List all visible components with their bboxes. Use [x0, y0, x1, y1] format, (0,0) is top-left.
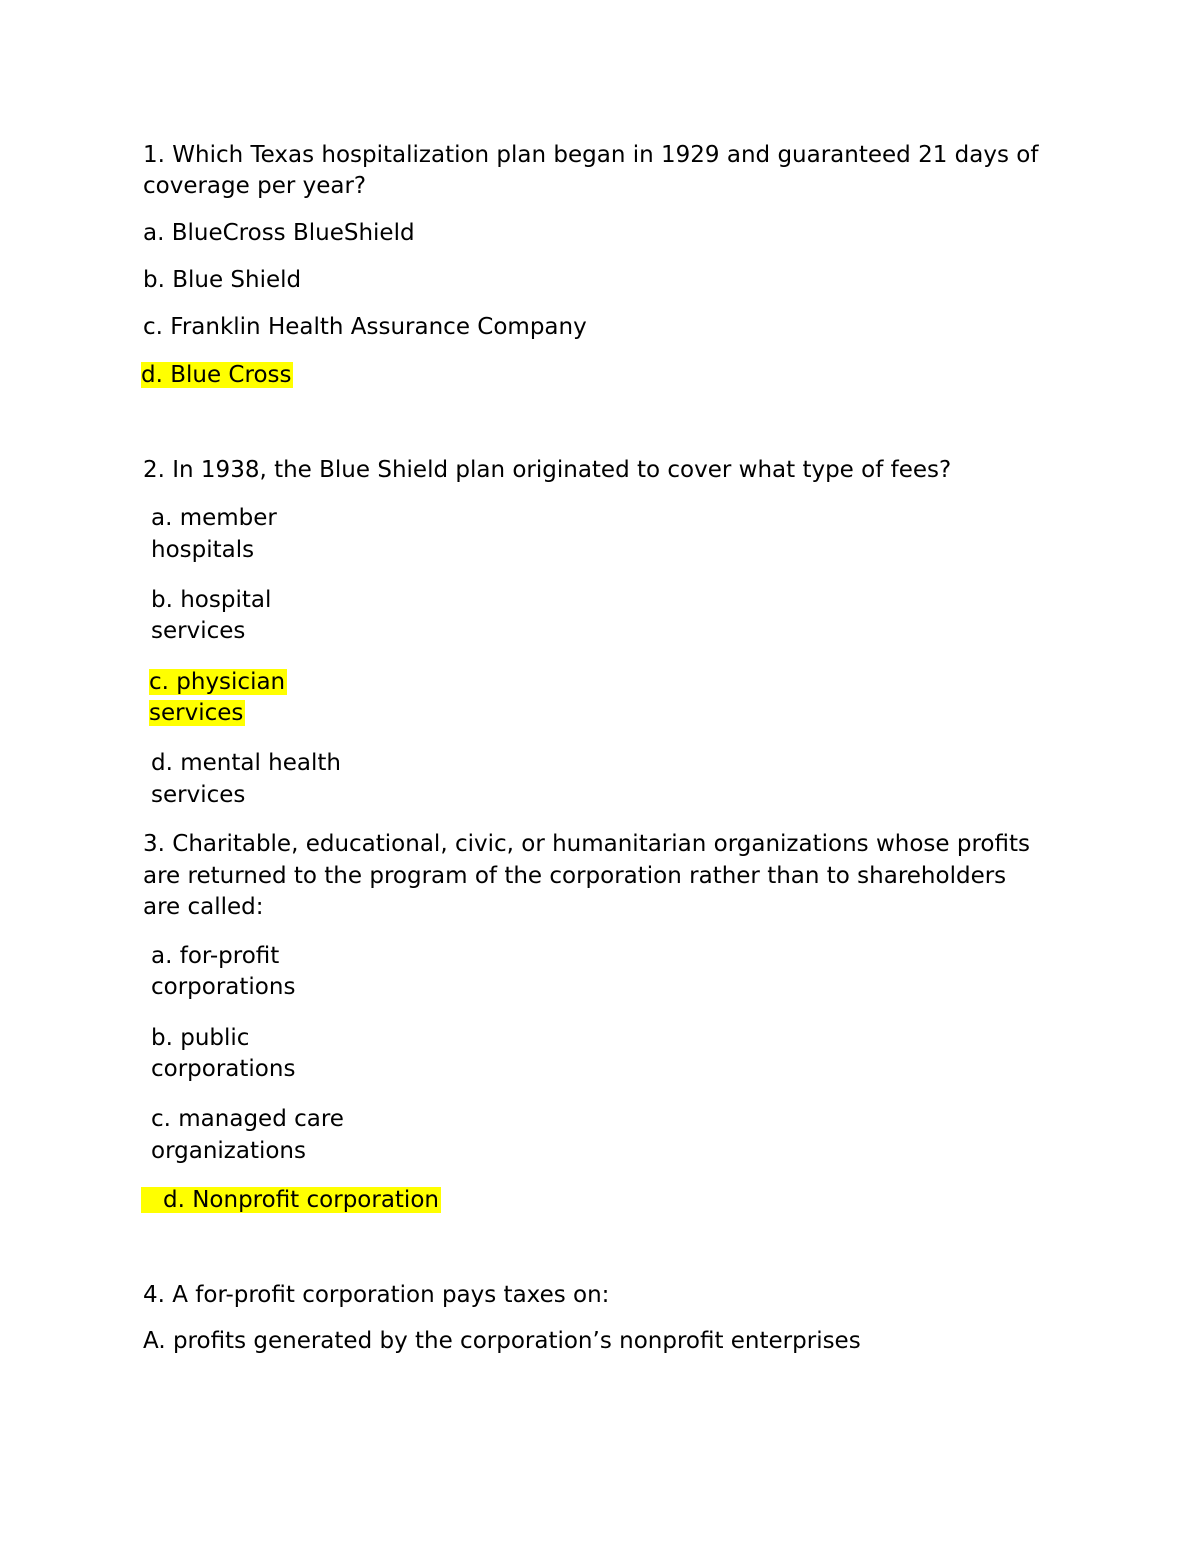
question-2-option-b-line-1: b. hospital [151, 587, 272, 613]
question-1-text-line-2: coverage per year? [143, 173, 367, 199]
question-2-option-a-line-1: a. member [151, 505, 277, 531]
question-3-option-a-line-2: corporations [151, 974, 296, 1000]
question-3-option-b-line-2: corporations [151, 1056, 296, 1082]
question-3-option-d-answer [141, 1185, 441, 1216]
highlighted-answer [141, 1187, 441, 1213]
question-2-option-b-line-2: services [151, 618, 246, 644]
question-3-option-a-line-1: a. for-profit [151, 943, 280, 969]
question-3-text-line-2: are returned to the program of the corporation rather than to shareholders [143, 863, 1007, 889]
question-3-option-c-line-1: c. managed care [151, 1106, 344, 1132]
question-2-option-d-line-1: d. mental health [151, 750, 341, 776]
question-4-text-line-1: 4. A for-profit corporation pays taxes on: [143, 1282, 610, 1308]
highlighted-answer: d. Blue Cross [141, 362, 292, 388]
question-4-option-a: A. profits generated by the corporation’s nonprofit enterprises [143, 1328, 861, 1354]
question-1-text-line-1: 1. Which Texas hospitalization plan began in 1929 and guaranteed 21 days of [143, 142, 1039, 168]
highlighted-answer-text: d. Nonprofit corporation [163, 1187, 439, 1213]
question-1-option-d-answer [141, 360, 293, 391]
question-2-option-d-line-2: services [151, 782, 246, 808]
question-1-option-a: a. BlueCross BlueShield [143, 220, 415, 246]
question-2-option-c-answer-line-1 [149, 667, 287, 698]
question-2-text-line-1: 2. In 1938, the Blue Shield plan originated to cover what type of fees? [143, 457, 952, 483]
question-3-text-line-3: are called: [143, 894, 264, 920]
question-2-option-c-answer-line-2 [149, 698, 245, 729]
question-1-option-b: b. Blue Shield [143, 267, 302, 293]
question-3-option-c-line-2: organizations [151, 1138, 306, 1164]
question-2-option-a-line-2: hospitals [151, 537, 255, 563]
question-3-text-line-1: 3. Charitable, educational, civic, or humanitarian organizations whose profits [143, 831, 1030, 857]
question-1-option-c: c. Franklin Health Assurance Company [143, 314, 587, 340]
highlighted-answer: services [149, 700, 244, 726]
question-3-option-b-line-1: b. public [151, 1025, 250, 1051]
highlighted-answer: c. physician [149, 669, 286, 695]
